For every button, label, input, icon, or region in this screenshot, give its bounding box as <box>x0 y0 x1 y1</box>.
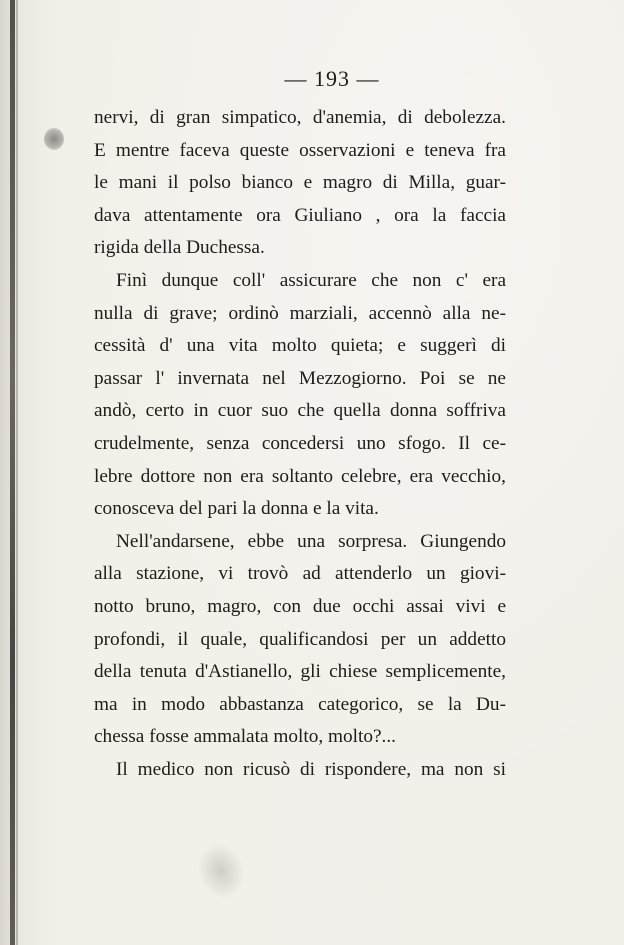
text-line: chessa fosse ammalata molto, molto?... <box>94 726 396 748</box>
text-line: Nell'andarsene, ebbe una sorpresa. Giungendo <box>116 530 506 552</box>
paper-smudge <box>190 836 252 905</box>
text-line: E mentre faceva queste osservazioni e teneva fra <box>94 139 506 161</box>
book-binding-shadow <box>16 0 18 945</box>
text-line: notto bruno, magro, con due occhi assai vivi e <box>94 595 506 617</box>
text-line: andò, certo in cuor suo che quella donna soffriva <box>94 400 506 422</box>
text-line: nervi, di gran simpatico, d'anemia, di debolezza. <box>94 107 506 128</box>
text-line: Il medico non ricusò di rispondere, ma non si <box>116 758 506 780</box>
text-line: della tenuta d'Astianello, gli chiese semplicemente, <box>94 661 506 683</box>
text-line: conosceva del pari la donna e la vita. <box>94 498 379 520</box>
text-line: le mani il polso bianco e magro di Milla, guar- <box>94 172 506 194</box>
text-line: ma in modo abbastanza categorico, se la Du- <box>94 693 506 715</box>
text-line: passar l' invernata nel Mezzogiorno. Poi se ne <box>94 367 506 389</box>
text-line: dava attentamente ora Giuliano , ora la faccia <box>94 204 506 226</box>
book-binding-edge <box>10 0 15 945</box>
body-text <box>94 102 506 786</box>
text-line: crudelmente, senza concedersi uno sfogo. Il ce- <box>94 432 506 454</box>
text-line: Finì dunque coll' assicurare che non c' era <box>116 269 506 291</box>
paper-blemish <box>44 128 64 150</box>
text-line: profondi, il quale, qualificandosi per un addetto <box>94 628 506 650</box>
page-number: — 193 — <box>284 66 380 91</box>
text-line: nulla di grave; ordinò marziali, accennò alla ne- <box>94 302 506 324</box>
text-line: lebre dottore non era soltanto celebre, era vecchio, <box>94 465 506 487</box>
text-line: rigida della Duchessa. <box>94 237 265 259</box>
text-line: alla stazione, vi trovò ad attenderlo un giovi- <box>94 563 506 585</box>
text-line: cessità d' una vita molto quieta; e suggerì di <box>94 335 506 357</box>
